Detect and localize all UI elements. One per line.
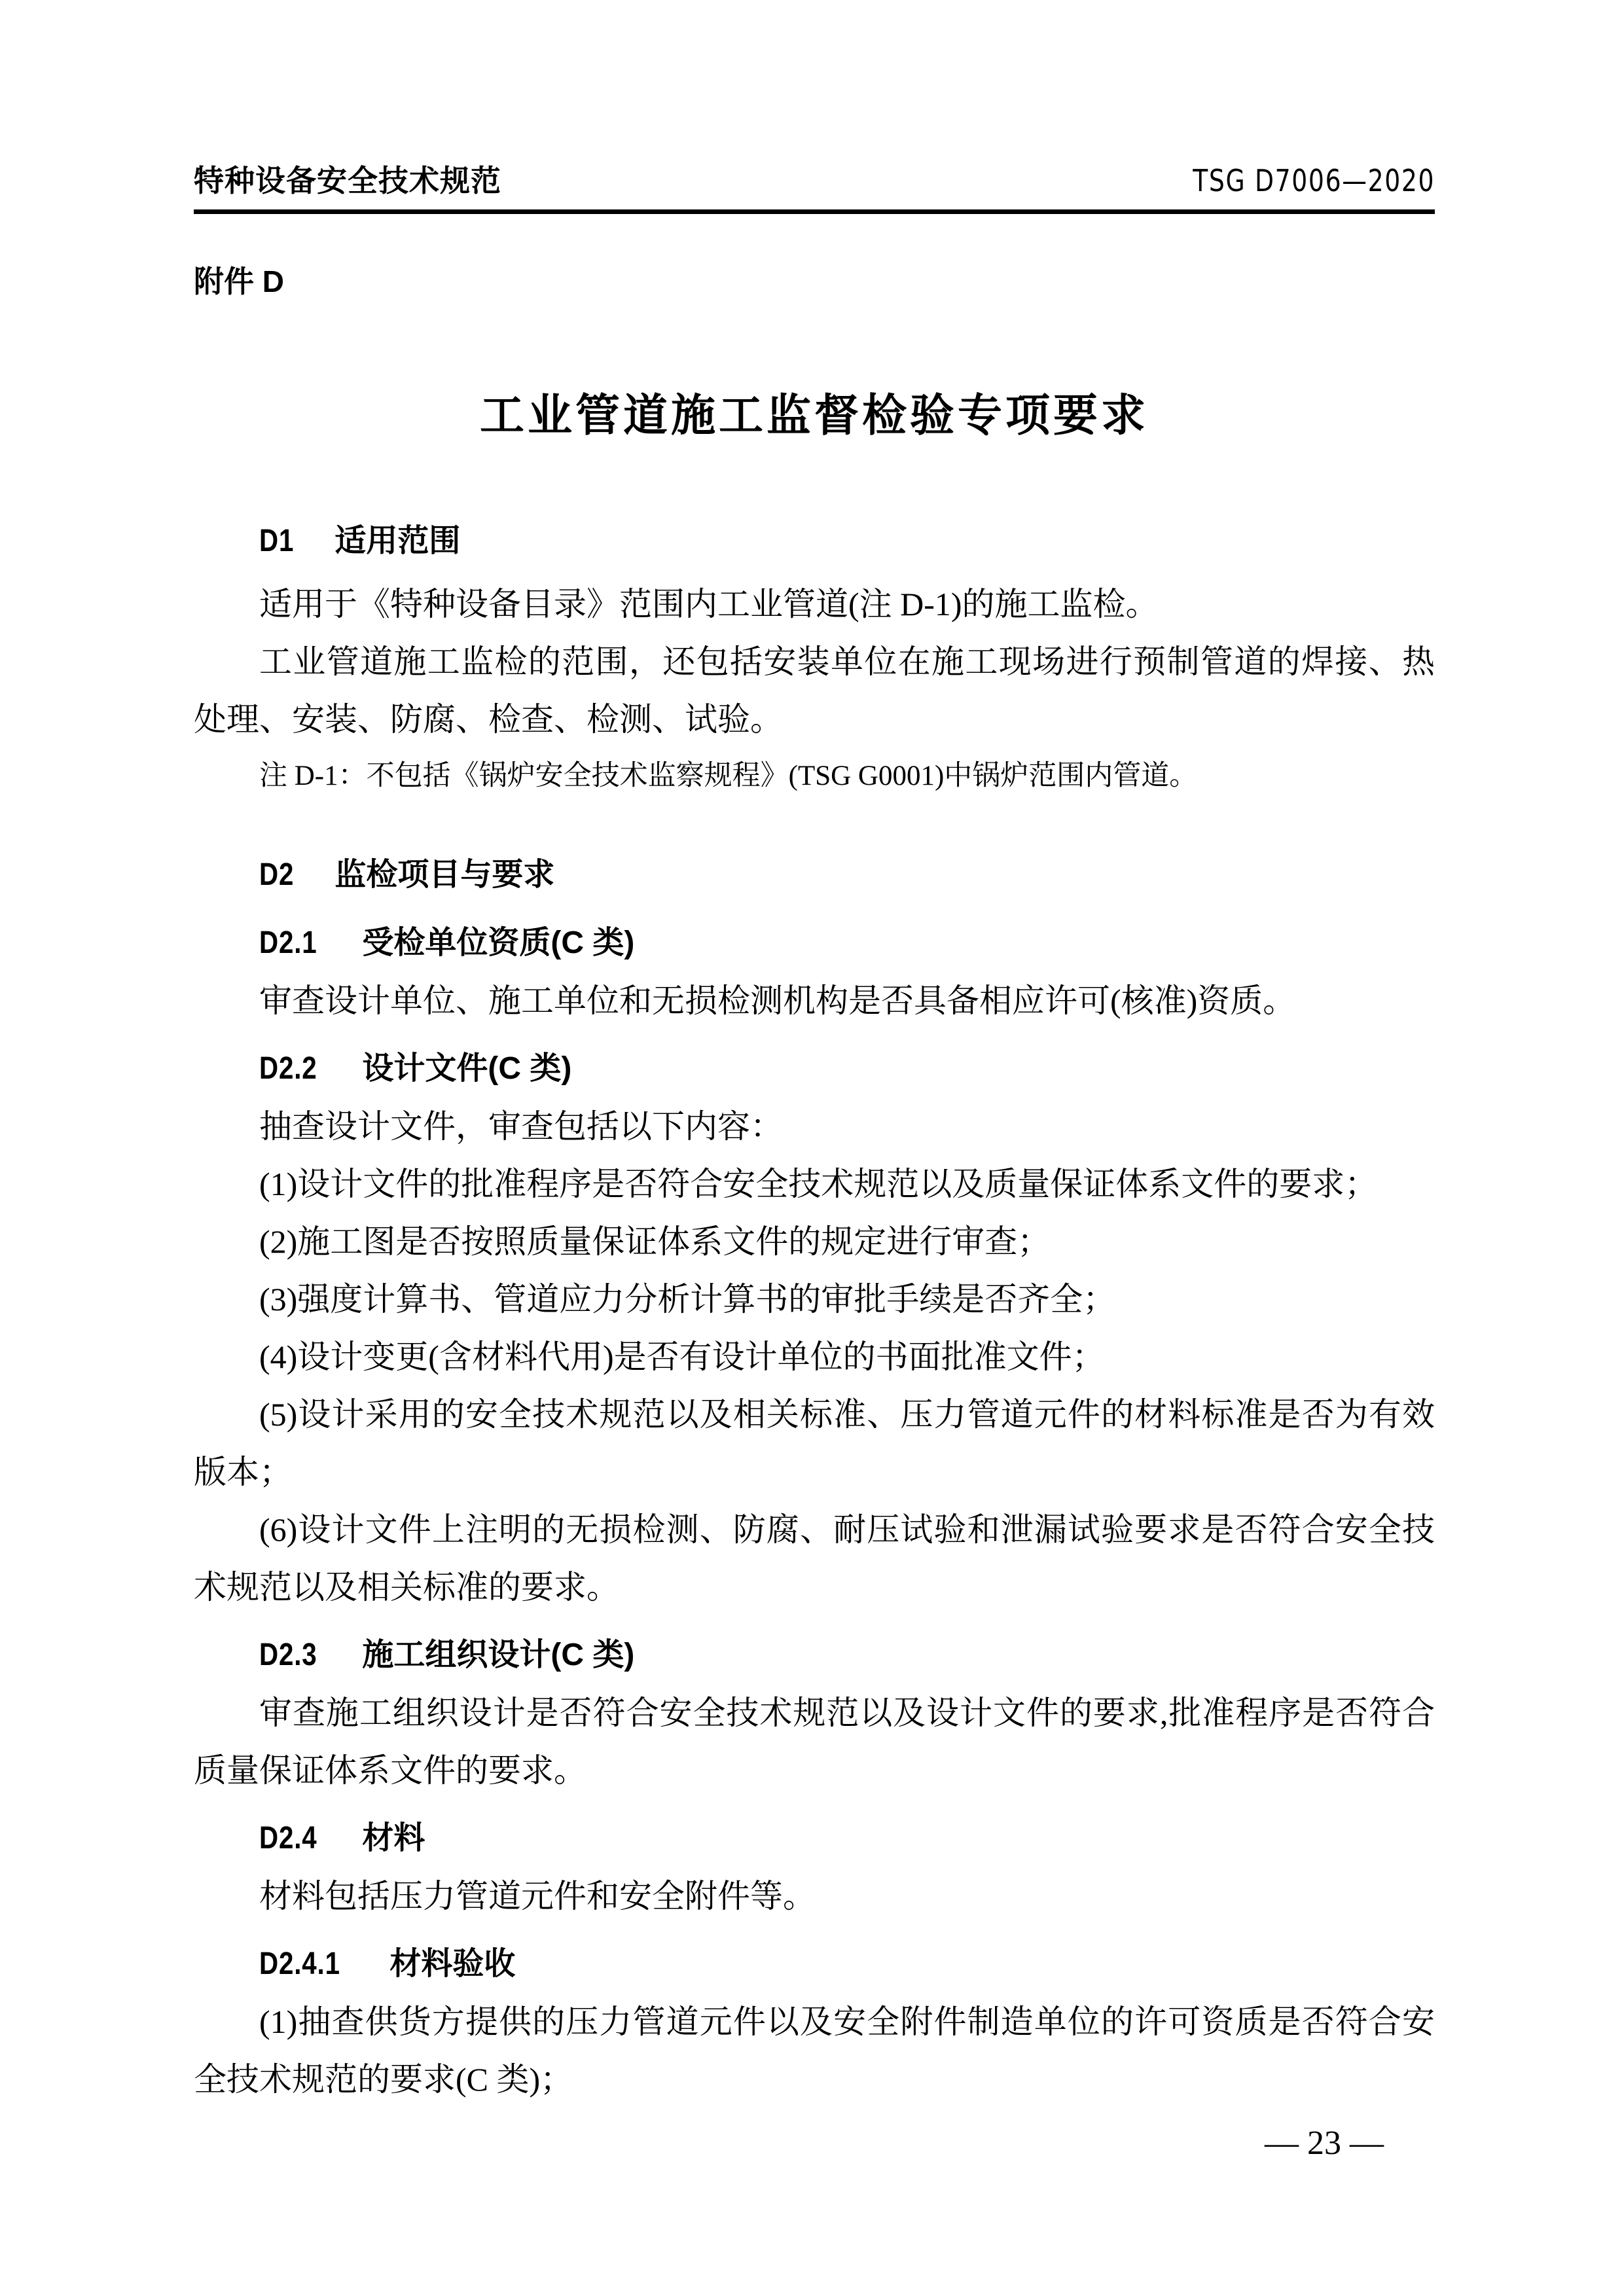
heading-d2-1-number: D2.1: [259, 925, 317, 960]
d2-1-paragraph: 审查设计单位、施工单位和无损检测机构是否具备相应许可(核准)资质。: [259, 982, 1296, 1019]
d2-3-paragraph: 审查施工组织设计是否符合安全技术规范以及设计文件的要求,批准程序是否符合质量保证体系文件的要求。: [194, 1695, 1435, 1789]
heading-d2-4-number: D2.4: [259, 1821, 317, 1856]
heading-d2-3-number: D2.3: [259, 1638, 317, 1672]
d2-4-1-item-1: (1)抽查供货方提供的压力管道元件以及安全附件制造单位的许可资质是否符合安全技术规范的要求(C 类)；: [194, 2003, 1435, 2098]
d2-2-intro: 抽查设计文件，审查包括以下内容：: [259, 1108, 783, 1145]
heading-d2-3: [194, 1626, 1435, 1684]
heading-d1-number: D1: [259, 524, 295, 558]
d2-2-item-3: (3)强度计算书、管道应力分析计算书的审批手续是否齐全；: [259, 1281, 1116, 1318]
heading-d2-1-text: 受检单位资质(C 类): [362, 925, 635, 960]
heading-d2-4: [194, 1810, 1435, 1867]
page-header: [194, 163, 1435, 214]
heading-d2-2: [194, 1040, 1435, 1098]
heading-d2-2-text: 设计文件(C 类): [362, 1051, 572, 1086]
d2-2-item-5: (5)设计采用的安全技术规范以及相关标准、压力管道元件的材料标准是否为有效版本；: [194, 1396, 1435, 1490]
heading-d1-text: 适用范围: [334, 524, 461, 558]
d2-2-item-6: (6)设计文件上注明的无损检测、防腐、耐压试验和泄漏试验要求是否符合安全技术规范以及相关标准的要求。: [194, 1511, 1435, 1605]
heading-d2: [194, 846, 1435, 904]
header-doc-code: TSG D7006—2020: [1193, 163, 1435, 198]
heading-d2-4-1-number: D2.4.1: [259, 1946, 340, 1981]
header-spec-title: 特种设备安全技术规范: [194, 164, 501, 198]
d1-paragraph-1: 适用于《特种设备目录》范围内工业管道(注 D-1)的施工监检。: [259, 586, 1159, 622]
heading-d1: [194, 512, 1435, 570]
heading-d2-4-text: 材料: [362, 1821, 425, 1856]
d2-2-item-4: (4)设计变更(含材料代用)是否有设计单位的书面批准文件；: [259, 1338, 1105, 1375]
d2-2-item-1: (1)设计文件的批准程序是否符合安全技术规范以及质量保证体系文件的要求；: [259, 1166, 1378, 1202]
page-number: — 23 —: [1265, 2125, 1384, 2162]
attachment-label: 附件 D: [194, 264, 284, 298]
d1-note: 注 D-1：不包括《锅炉安全技术监察规程》(TSG G0001)中锅炉范围内管道。: [259, 761, 1198, 791]
heading-d2-4-1: [194, 1935, 1435, 1993]
d2-2-item-2: (2)施工图是否按照质量保证体系文件的规定进行审查；: [259, 1223, 1051, 1260]
d2-4-paragraph: 材料包括压力管道元件和安全附件等。: [259, 1878, 816, 1914]
heading-d2-number: D2: [259, 857, 295, 892]
heading-d2-4-1-text: 材料验收: [389, 1946, 516, 1981]
heading-d2-text: 监检项目与要求: [334, 857, 555, 892]
heading-d2-1: [194, 914, 1435, 972]
document-title: 工业管道施工监督检验专项要求: [479, 391, 1149, 440]
heading-d2-2-number: D2.2: [259, 1051, 317, 1086]
d1-paragraph-2: 工业管道施工监检的范围，还包括安装单位在施工现场进行预制管道的焊接、热处理、安装、防腐、检查、检测、试验。: [194, 643, 1435, 738]
heading-d2-3-text: 施工组织设计(C 类): [362, 1638, 635, 1672]
